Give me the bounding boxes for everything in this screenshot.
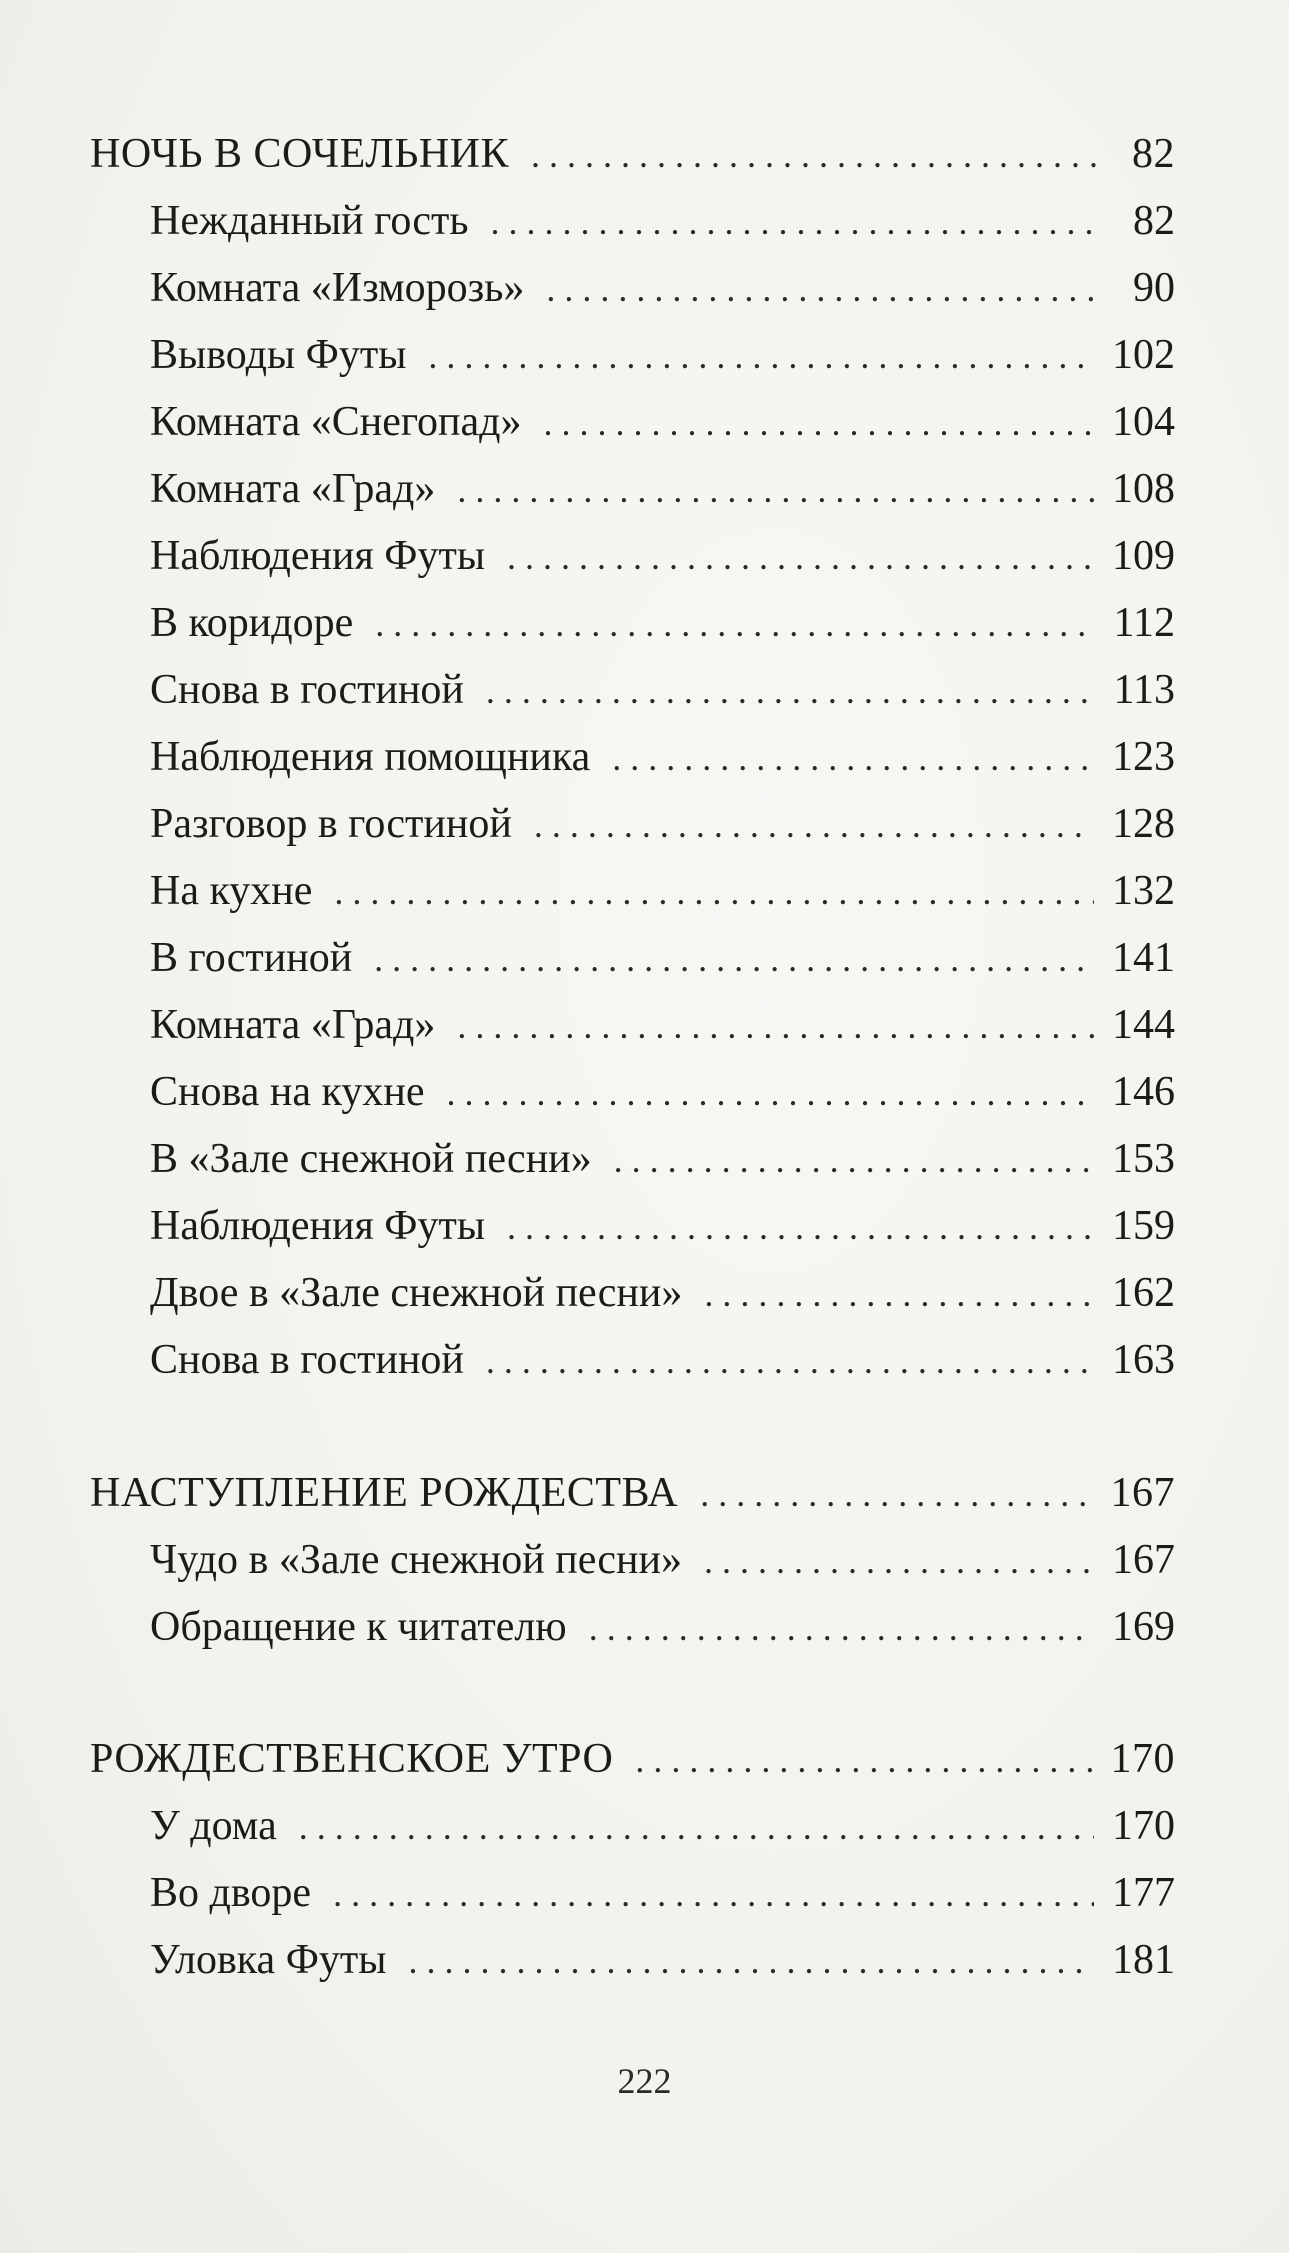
toc-page-number: 153 [1112,1136,1175,1182]
toc-entry-title: На кухне [150,868,313,914]
leader-dots [635,1732,1092,1788]
leader-dots [704,1266,1094,1322]
toc-entry-title: Разговор в гостиной [150,801,512,847]
toc-entry-title: Во дворе [150,1870,312,1916]
leader-dots [408,1933,1094,1989]
toc-page-number: 167 [1110,1470,1175,1516]
leader-dots [507,1199,1094,1255]
toc-entry-title: Комната «Снегопад» [150,399,522,445]
toc-entry [90,662,1175,718]
toc-section-heading [90,126,1175,182]
toc-page-number: 159 [1112,1203,1175,1249]
toc-entry [90,260,1175,316]
toc-entry-title: Двое в «Зале снежной песни» [150,1270,683,1316]
toc-page-number: 169 [1112,1604,1175,1650]
toc-page-number: 128 [1112,801,1175,847]
leader-dots [700,1466,1092,1522]
toc-entry [90,1332,1175,1388]
toc-page-number: 144 [1112,1002,1175,1048]
toc-page-number: 108 [1112,466,1175,512]
toc-entry-title: Нежданный гость [150,198,469,244]
toc-entry [90,595,1175,651]
toc-entry-title: Выводы Футы [150,332,407,378]
toc-page-number: 163 [1112,1337,1175,1383]
toc-entry-title: Обращение к читателю [150,1604,567,1650]
toc-entry [90,863,1175,919]
toc-page-number: 167 [1112,1537,1175,1583]
toc-entry [90,394,1175,450]
toc-page-number: 132 [1112,868,1175,914]
leader-dots [374,931,1094,987]
toc-entry [90,1932,1175,1988]
leader-dots [491,194,1097,250]
toc-entry-title: Наблюдения Футы [150,533,486,579]
leader-dots [704,1533,1094,1589]
toc-entry-title: Наблюдения помощника [150,734,591,780]
toc-page-number: 123 [1112,734,1175,780]
leader-dots [457,462,1094,518]
toc-page-number: 113 [1113,667,1175,713]
toc-entry-title: Уловка Футы [150,1937,387,1983]
toc-page-number: 82 [1132,131,1175,177]
leader-dots [457,998,1094,1054]
toc-entry [90,193,1175,249]
leader-dots [546,261,1097,317]
toc-page-number: 146 [1112,1069,1175,1115]
toc-entry-title: В гостиной [150,935,353,981]
toc-entry [90,796,1175,852]
toc-entry [90,1131,1175,1187]
toc-page-number: 102 [1112,332,1175,378]
toc-entry-title: Наблюдения Футы [150,1203,486,1249]
toc-page-number: 177 [1112,1870,1175,1916]
leader-dots [486,663,1096,719]
toc-entry-title: Снова в гостиной [150,667,464,713]
toc-entry-title: Чудо в «Зале снежной песни» [150,1537,682,1583]
toc-entry-title: В коридоре [150,600,354,646]
leader-dots [299,1799,1094,1855]
page-folio-number: 222 [617,2061,672,2101]
toc-entry-title: Комната «Изморозь» [150,265,525,311]
toc-entry [90,528,1175,584]
toc-entry-title: Комната «Град» [150,1002,436,1048]
toc-section-title: НАСТУПЛЕНИЕ РОЖДЕСТВА [90,1470,679,1516]
toc-entry [90,930,1175,986]
leader-dots [507,529,1094,585]
toc-entry [90,1265,1175,1321]
toc-page-number: 109 [1112,533,1175,579]
leader-dots [612,730,1094,786]
leader-dots [333,1866,1094,1922]
toc-entry-title: У дома [150,1803,277,1849]
toc-entry [90,729,1175,785]
toc-entry [90,1064,1175,1120]
toc-entry-title: Снова на кухне [150,1069,425,1115]
toc-page-number: 82 [1133,198,1175,244]
toc-entry [90,1865,1175,1921]
toc-section-heading [90,1465,1175,1521]
leader-dots [486,1333,1094,1389]
leader-dots [544,395,1094,451]
leader-dots [446,1065,1094,1121]
toc-section-title: НОЧЬ В СОЧЕЛЬНИК [90,131,510,177]
toc-entry [90,1198,1175,1254]
leader-dots [614,1132,1094,1188]
toc-page-number: 170 [1110,1736,1175,1782]
toc-page-number: 141 [1112,935,1175,981]
leader-dots [334,864,1094,920]
toc-entry-title: Комната «Град» [150,466,436,512]
leader-dots [375,596,1095,652]
toc-entry [90,1599,1175,1655]
toc-page-number: 90 [1133,265,1175,311]
leader-dots [428,328,1094,384]
toc-entry [90,1532,1175,1588]
toc-page-number: 104 [1112,399,1175,445]
toc-entry-title: Снова в гостиной [150,1337,464,1383]
toc-section-heading [90,1731,1175,1787]
toc-entry [90,997,1175,1053]
toc-page-number: 162 [1112,1270,1175,1316]
toc-entry-title: В «Зале снежной песни» [150,1136,592,1182]
toc-page-number: 170 [1112,1803,1175,1849]
toc-section-title: РОЖДЕСТВЕНСКОЕ УТРО [90,1736,614,1782]
toc-entry [90,461,1175,517]
leader-dots [589,1600,1094,1656]
toc-entry [90,1798,1175,1854]
leader-dots [531,127,1097,183]
leader-dots [534,797,1094,853]
toc-page-number: 181 [1112,1937,1175,1983]
toc-page-number: 112 [1113,600,1175,646]
toc-entry [90,327,1175,383]
